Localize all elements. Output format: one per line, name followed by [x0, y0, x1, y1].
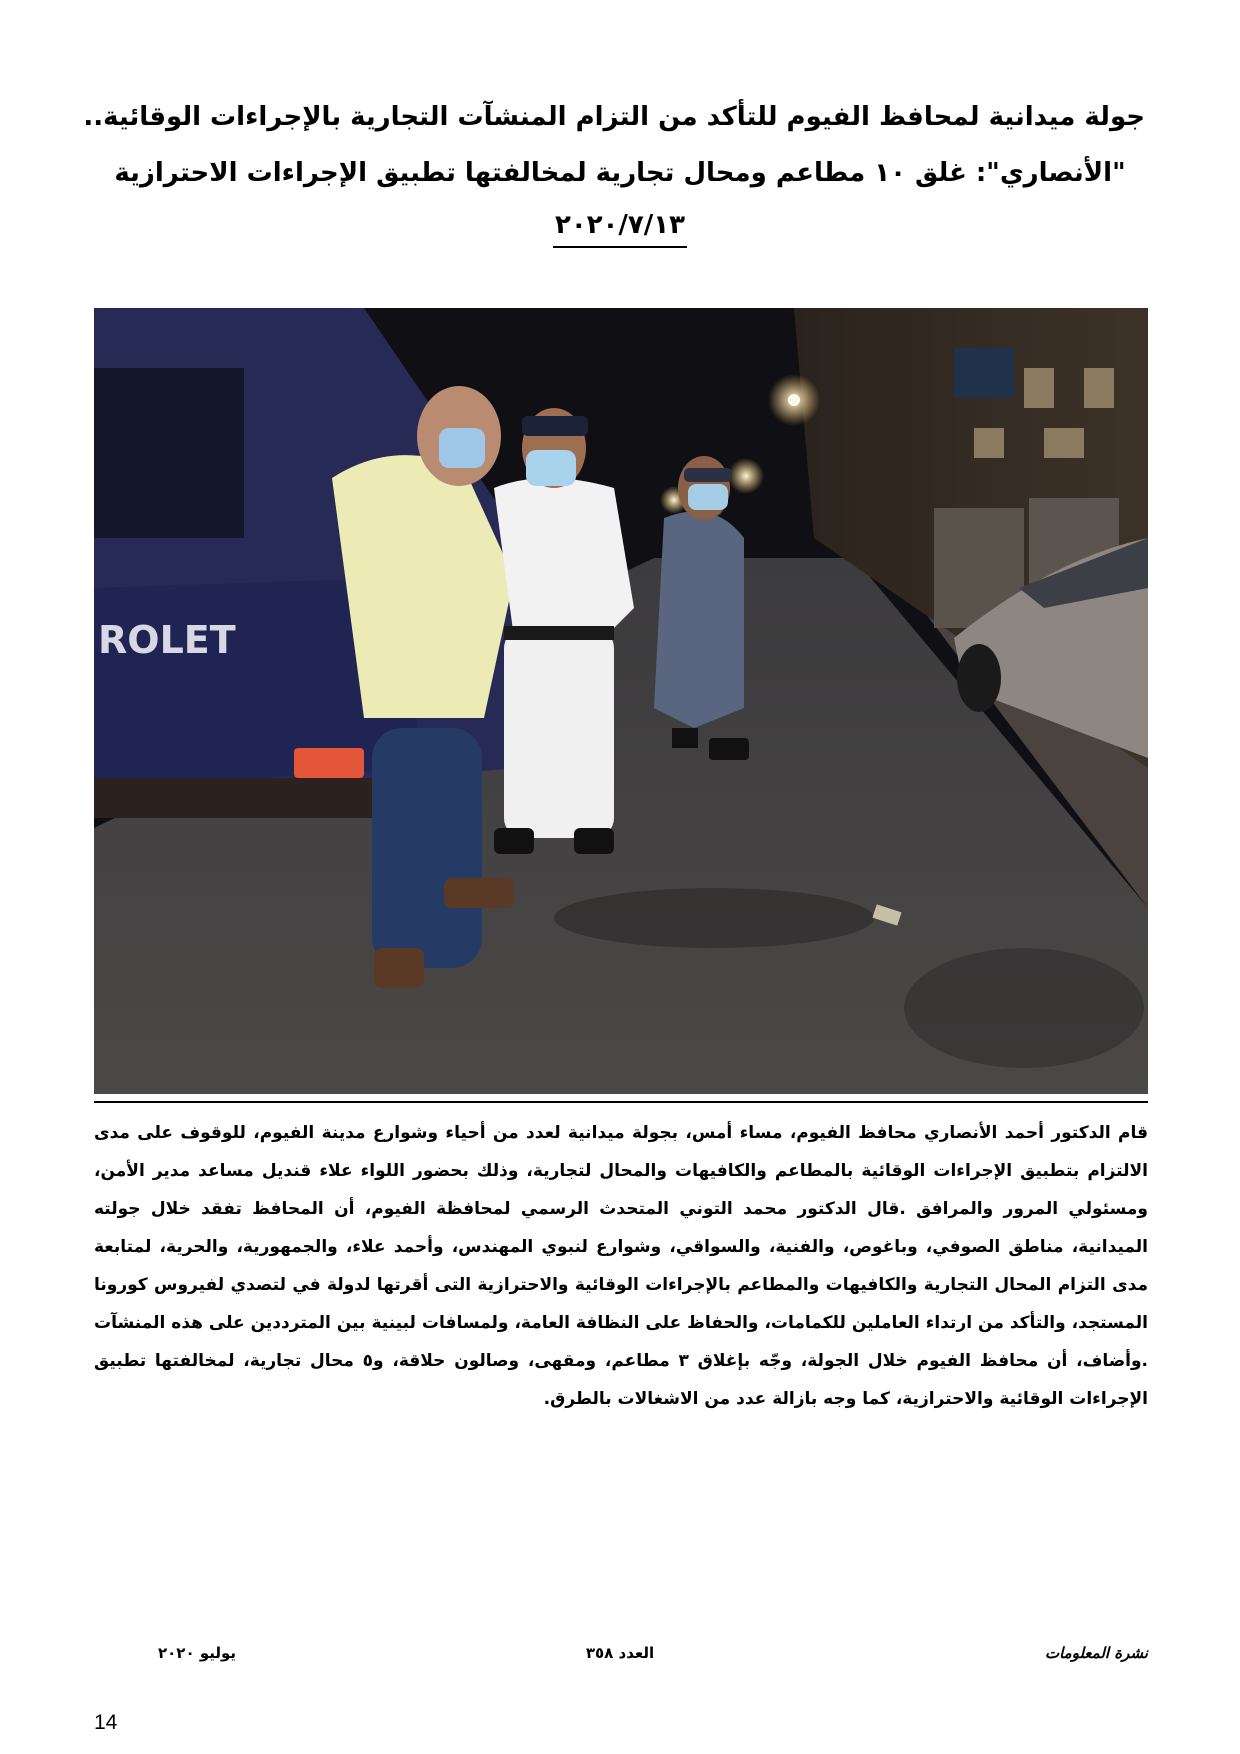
page-number: 14	[94, 1711, 118, 1734]
photo-rule	[94, 1101, 1148, 1103]
article-date: ٢٠٢٠/٧/١٣	[553, 210, 687, 248]
article-date-container	[0, 210, 1240, 248]
footer-month: يوليو ٢٠٢٠	[158, 1644, 237, 1662]
headline-line-1: جولة ميدانية لمحافظ الفيوم للتأكد من التزام المنشآت التجارية بالإجراءات الوقائية..	[83, 102, 1145, 132]
page-footer	[0, 1644, 1240, 1668]
footer-issue: العدد ٣٥٨	[585, 1644, 655, 1662]
headline-line-2: "الأنصاري": غلق ١٠ مطاعم ومحال تجارية لمخالفتها تطبيق الإجراءات الاحترازية	[114, 158, 1126, 188]
article-body: قام الدكتور أحمد الأنصاري محافظ الفيوم، مساء أمس، بجولة ميدانية لعدد من أحياء وشوارع مدينة الفيوم، للوقوف على مدى الالتزام بتطبيق الإجراءات الوقائية بالمطاعم والكافيهات والمحال لتجارية، وذلك بحضور اللواء علاء قنديل مساعد مدير الأمن، ومسئولي المرور والمرافق .قال الدكتور محمد التوني المتحدث الرسمي لمحافظة الفيوم، أن المحافظ تفقد خلال جولته الميدانية، مناطق الصوفي، وباغوص، والفنية، والسواقي، وشوارع لنبوي المهندس، وأحمد علاء، والجمهورية، والحرية، لمتابعة مدى التزام المحال التجارية والكافيهات والمطاعم بالإجراءات الوقائية والاحترازية التى أقرتها لدولة في لتصدي لفيروس كورونا المستجد، والتأكد من ارتداء العاملين للكمامات، والحفاظ على النظافة العامة، ولمسافات لبينية بين المترددين على هذه المنشآت .وأضاف، أن محافظ الفيوم خلال الجولة، وجّه بإغلاق ٣ مطاعم، ومقهى، وصالون حلاقة، و٥ محال تجارية، لمخالفتها تطبيق الإجراءات الوقائية والاحترازية، كما وجه بازالة عدد من الاشغالات بالطرق.	[94, 1123, 1148, 1409]
vehicle-lettering: ROLET	[98, 618, 236, 662]
footer-publication: نشرة المعلومات	[1044, 1644, 1148, 1662]
article-photo	[94, 308, 1148, 1094]
